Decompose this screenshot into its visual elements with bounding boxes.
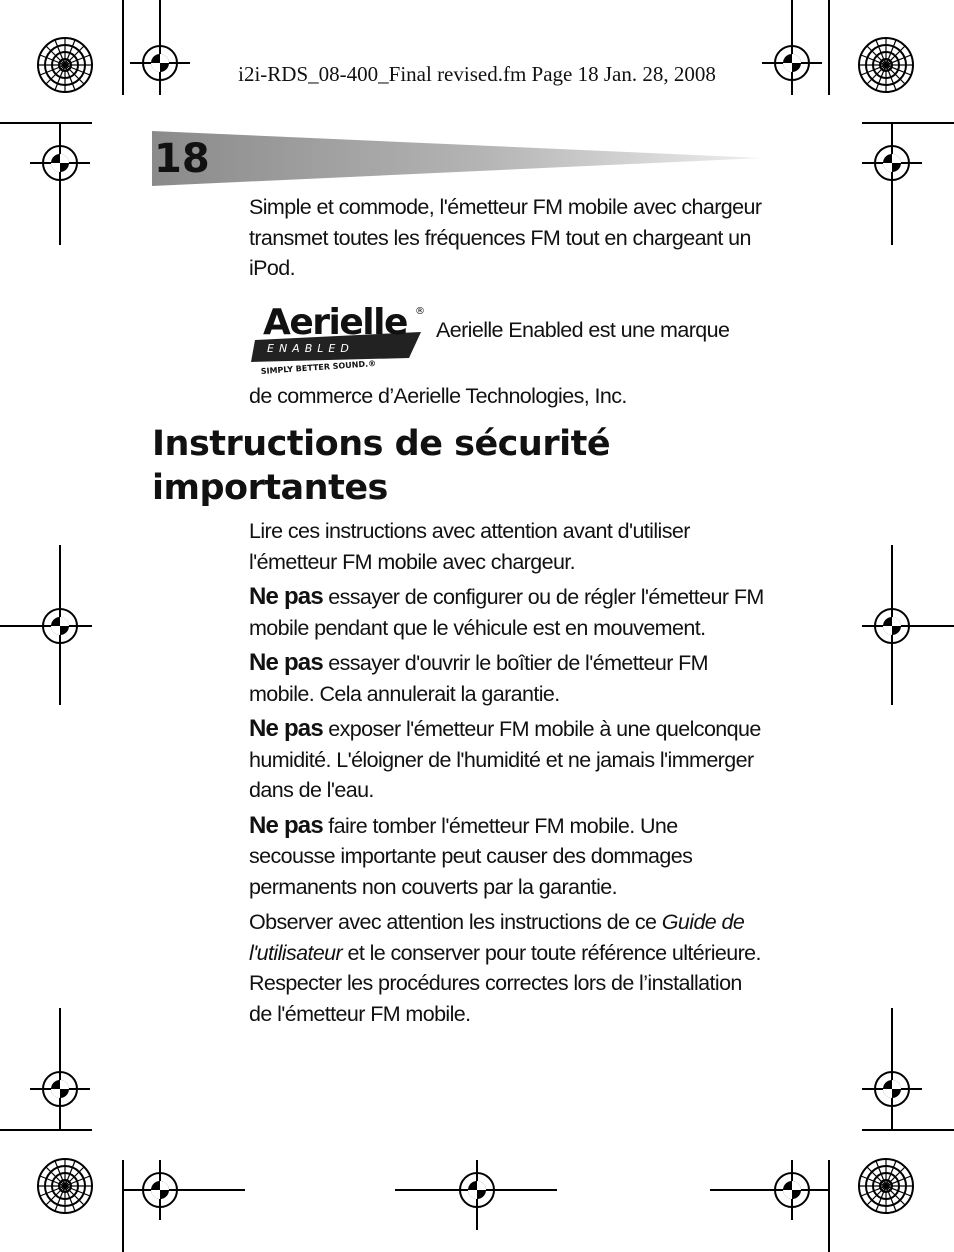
aerielle-logo <box>249 296 429 376</box>
safety-instructions <box>249 516 764 1034</box>
file-header: i2i-RDS_08-400_Final revised.fm Page 18 Jan. 28, 2008 <box>238 62 716 86</box>
list-item <box>249 811 764 903</box>
item-emphasis: Ne pas <box>249 649 323 676</box>
closing-text-before: Observer avec attention les instructions de ce <box>249 910 662 934</box>
lead-paragraph: Lire ces instructions avec attention avant d'utiliser l'émetteur FM mobile avec chargeur. <box>249 519 690 574</box>
list-item <box>249 582 764 643</box>
item-text: essayer d'ouvrir le boîtier de l'émetteur FM mobile. Cela annulerait la garantie. <box>249 651 708 706</box>
aerielle-logo-graphic <box>249 296 429 376</box>
closing-paragraph <box>249 907 764 1029</box>
section-title: Instructions de sécurité importantes <box>152 424 611 508</box>
logo-enabled: ENABLED <box>267 342 354 355</box>
logo-tagline: SIMPLY BETTER SOUND.® <box>260 358 377 376</box>
intro-paragraph <box>249 192 764 284</box>
list-item <box>249 714 764 806</box>
list-item <box>249 648 764 709</box>
intro-text: Simple et commode, l'émetteur FM mobile avec chargeur transmet toutes les fréquences FM tout en chargeant un iPod. <box>249 195 762 280</box>
page-banner <box>152 131 762 186</box>
closing-text-after: et le conserver pour toute référence ultérieure. Respecter les procédures correctes lors de l’installation de l'émetteur FM mobile. <box>249 940 761 1026</box>
item-text: essayer de configurer ou de régler l'émetteur FM mobile pendant que le véhicule est en mouvement. <box>249 585 764 640</box>
logo-caption-line2: de commerce d’Aerielle Technologies, Inc. <box>249 384 627 408</box>
logo-registered: ® <box>415 306 425 317</box>
logo-caption-line1: Aerielle Enabled est une marque <box>436 318 730 342</box>
logo-brand: Aerielle <box>263 302 407 343</box>
item-text: faire tomber l'émetteur FM mobile. Une secousse importante peut causer des dommages permanents non couverts par la garantie. <box>249 813 693 899</box>
item-emphasis: Ne pas <box>249 583 323 610</box>
page-number: 18 <box>154 136 210 182</box>
guide-title: Guide de l'utilisateur <box>249 910 745 965</box>
item-emphasis: Ne pas <box>249 715 323 742</box>
item-text: exposer l'émetteur FM mobile à une quelconque humidité. L'éloigner de l'humidité et ne jamais l'immerger dans de l'eau. <box>249 717 761 802</box>
item-emphasis: Ne pas <box>249 811 323 839</box>
